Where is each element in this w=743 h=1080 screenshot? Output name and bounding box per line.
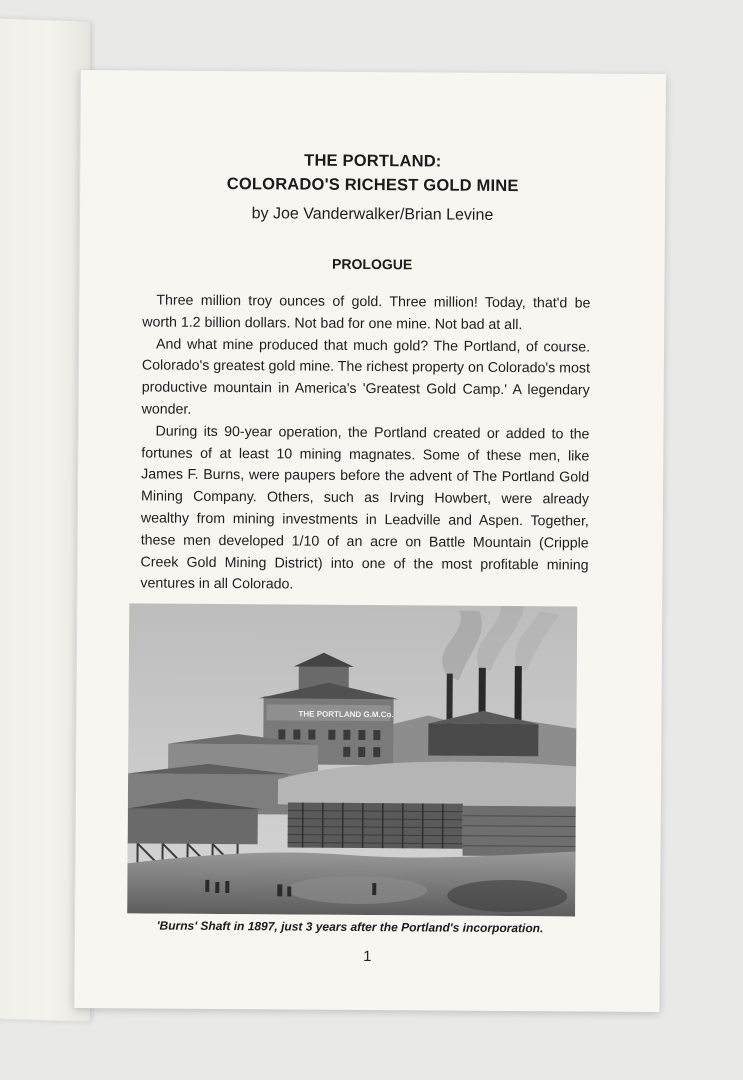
body-text [140,290,590,598]
photo-caption: 'Burns' Shaft in 1897, just 3 years after the Portland's incorporation. [156,918,544,936]
booklet-page [73,70,666,1012]
section-heading: PROLOGUE [332,255,413,273]
paragraph-1: Three million troy ounces of gold. Three million! Today, that'd be worth 1.2 billion dollars. Not bad for one mine. Not bad at all. [142,292,591,333]
byline: by Joe Vanderwalker/Brian Levine [251,205,494,224]
mine-photograph [127,603,577,916]
mine-photo-illustration [127,603,577,916]
title-line-1: THE PORTLAND: [304,151,442,171]
title-line-2: COLORADO'S RICHEST GOLD MINE [226,175,519,196]
paragraph-2: And what mine produced that much gold? The Portland, of course. Colorado's greatest gold mine. The richest property on Colorado's most productive mountain in America's 'Greatest Gold Camp.' A legendary wonder. [141,336,591,418]
page-number: 1 [363,947,372,966]
photo-sign-left: THE PORTLAND G.M.Co. [298,709,394,720]
paragraph-3: During its 90-year operation, the Portland created or added to the fortunes of at least 10 mining magnates. Some of these men, like James F. Burns, were paupers before the advent of The Portland Gold Mining Company. Others, such as Irving Howbert, were already wealthy from mining investments in Leadville and Aspen. Together, these men developed 1/10 of an acre on Battle Mountain (Cripple Creek Gold Mining District) into one of the most profitable mining ventures in all Colorado. [140,423,590,593]
